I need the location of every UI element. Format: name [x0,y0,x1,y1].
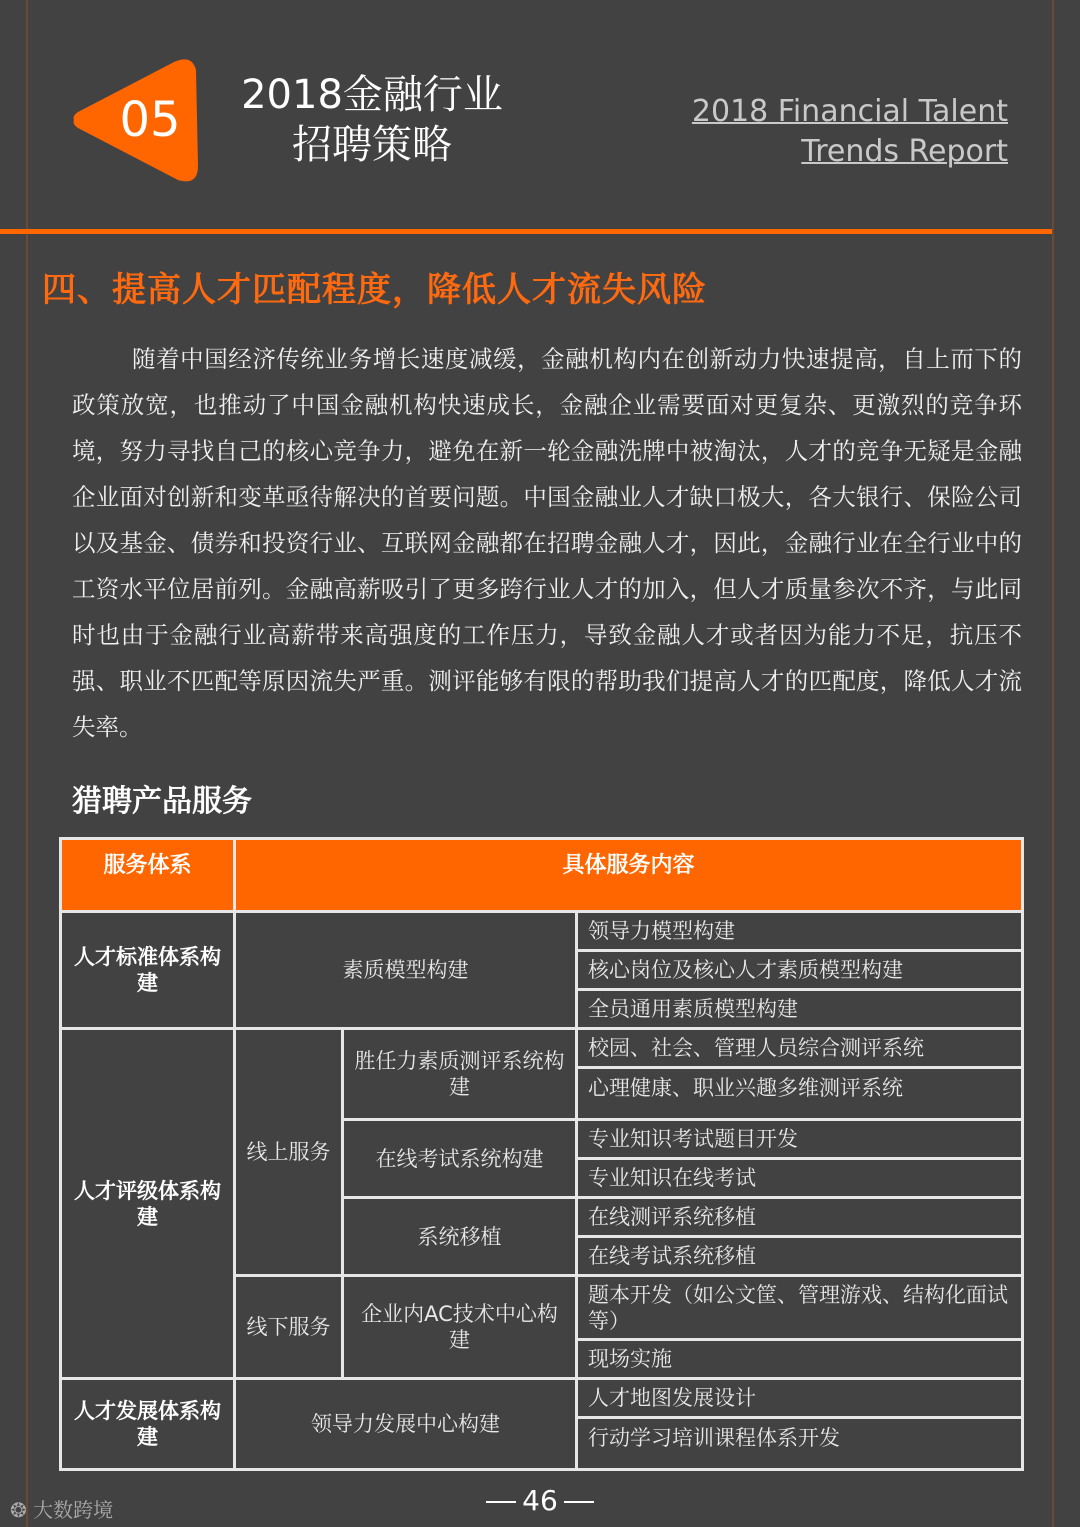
service-item: 题本开发（如公文筐、管理游戏、结构化面试等） [577,1276,1023,1340]
table-row [61,1029,1023,1068]
page-number-dash-right [564,1501,594,1503]
service-item: 在线考试系统移植 [577,1237,1023,1276]
section-heading: 四、提高人才匹配程度，降低人才流失风险 [42,270,707,310]
page-title-cn-line1: 2018金融行业 [241,72,503,118]
online-service: 线上服务 [235,1029,343,1276]
leadership-center: 领导力发展中心构建 [235,1379,577,1470]
competency-assessment-system: 胜任力素质测评系统构建 [343,1029,577,1120]
page-number-dash-left [486,1501,516,1503]
competency-model: 素质模型构建 [235,912,577,1029]
watermark [10,1494,113,1523]
service-item: 专业知识考试题目开发 [577,1120,1023,1159]
watermark-logo-icon: ❂ [10,1498,34,1522]
header-service-content: 具体服务内容 [235,839,1023,912]
online-exam-system: 在线考试系统构建 [343,1120,577,1198]
table-row [61,1379,1023,1418]
system-talent-standard: 人才标准体系构建 [61,912,235,1029]
service-table [59,837,1021,1471]
frame-line-right [1052,0,1054,1527]
service-item: 校园、社会、管理人员综合测评系统 [577,1029,1023,1068]
page-title-en-line1: 2018 Financial Talent [691,94,1008,129]
body-paragraph: 随着中国经济传统业务增长速度减缓，金融机构内在创新动力快速提高，自上而下的政策放宽，也推动了中国金融机构快速成长，金融企业需要面对更复杂、更激烈的竞争环境，努力寻找自己的核心竞争力，避免在新一轮金融洗牌中被淘汰，人才的竞争无疑是金融企业面对创新和变革亟待解决的首要问题。中国金融业人才缺口极大，各大银行、保险公司以及基金、债券和投资行业、互联网金融都在招聘金融人才，因此，金融行业在全行业中的工资水平位居前列。金融高薪吸引了更多跨行业人才的加入，但人才质量参次不齐，与此同时也由于金融行业高薪带来高强度的工作压力，导致金融人才或者因为能力不足，抗压不强、职业不匹配等原因流失严重。测评能够有限的帮助我们提高人才的匹配度，降低人才流失率。 [72,345,1022,741]
watermark-text: 大数跨境 [33,1498,114,1522]
system-talent-rating: 人才评级体系构建 [61,1029,235,1379]
table-title: 猎聘产品服务 [72,784,252,819]
service-item: 全员通用素质模型构建 [577,990,1023,1029]
service-item: 在线测评系统移植 [577,1198,1023,1237]
header-service-system: 服务体系 [61,839,235,912]
page-number [470,1484,610,1517]
chapter-number: 05 [119,92,181,148]
page-title-en [692,92,1008,172]
service-item: 核心岗位及核心人才素质模型构建 [577,951,1023,990]
system-migration: 系统移植 [343,1198,577,1276]
table-header-row [61,839,1023,912]
system-talent-development: 人才发展体系构建 [61,1379,235,1470]
service-item: 专业知识在线考试 [577,1159,1023,1198]
service-item: 领导力模型构建 [577,912,1023,951]
service-item: 人才地图发展设计 [577,1379,1023,1418]
page-number-value: 46 [522,1484,558,1517]
ac-center: 企业内AC技术中心构建 [343,1276,577,1379]
page-title-en-line2: Trends Report [801,134,1008,169]
page-title-cn [232,70,512,170]
offline-service: 线下服务 [235,1276,343,1379]
page-title-cn-line2: 招聘策略 [292,122,452,168]
service-item: 心理健康、职业兴趣多维测评系统 [577,1068,1023,1120]
service-item: 行动学习培训课程体系开发 [577,1418,1023,1470]
service-item: 现场实施 [577,1340,1023,1379]
table-row [61,912,1023,951]
header-divider [0,229,1052,234]
